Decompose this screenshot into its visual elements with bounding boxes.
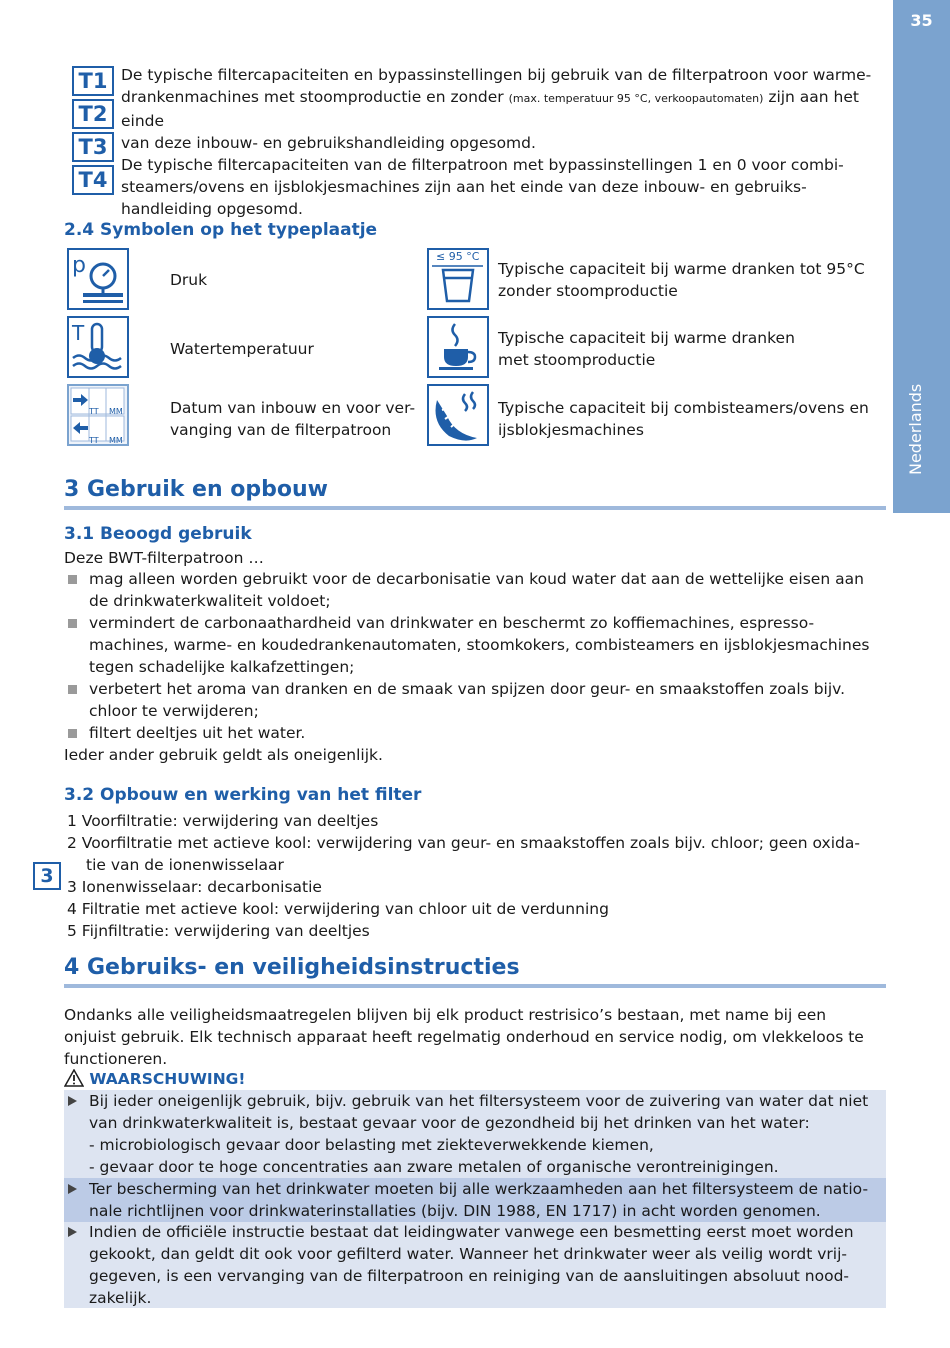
pressure-gauge-icon [67,248,129,310]
intro-line: handleiding opgesomd. [121,200,303,218]
section-heading-3: 3 Gebruik en opbouw [64,477,328,502]
section-heading-4: 4 Gebruiks- en veiligheidsinstructies [64,955,520,980]
section-heading-3-1: 3.1 Beoogd gebruik [64,524,252,544]
section-divider [64,506,886,510]
side-tab [893,0,950,513]
symbol-label-combisteamers: Typische capaciteit bij combisteamers/ovens en ijsblokjesmachines [498,399,869,439]
t1-box: T1 [72,66,114,96]
intro-line: drankenmachines met stoomproductie en zonder (max. temperatuur 95 °C, verkoopautomaten) zijn aan het einde [121,88,859,130]
filter-steps [67,810,887,942]
bullet-marker [68,729,77,738]
intro-line: De typische filtercapaciteiten van de filterpatroon met bypassinstellingen 1 en 0 voor combi- [121,156,844,174]
svg-text:T: T [72,321,85,345]
warning-text-2: Ter bescherming van het drinkwater moeten bij alle werkzaamheden aan het filtersysteem de natio- nale richtlijnen voor drinkwaterinstallaties (bijv. DIN 1988, EN 1717) in acht worden genomen. [89,1180,869,1220]
bullet-marker [68,619,77,628]
warning-heading [64,1068,245,1090]
bullet-text: de drinkwaterkwaliteit voldoet; [89,592,331,610]
intro-line: van deze inbouw- en gebruikshandleiding opgesomd. [121,134,536,152]
calendar-label-tt-2: TT [89,436,99,445]
page-number: 35 [910,11,933,30]
arrow-bullet-icon [68,1184,77,1194]
bullet-text: filtert deeltjes uit het water. [89,724,306,742]
s31-outro: Ieder ander gebruik geldt als oneigenlijk. [64,746,383,764]
bullet-text: machines, warme- en koudedrankenautomaten, stoomkokers, combisteamers en ijsblokjesmachines [89,636,870,654]
warning-triangle-icon [64,1069,84,1087]
svg-text:p: p [72,253,86,278]
intro-line: De typische filtercapaciteiten en bypassinstellingen bij gebruik van de filterpatroon voor warme- [121,66,872,84]
water-temperature-icon [67,316,129,378]
arrow-bullet-icon [68,1227,77,1237]
calendar-label-tt: TT [89,407,99,416]
intro-text [121,64,886,220]
warning-text-3: Indien de officiële instructie bestaat dat leidingwater vanwege een besmetting eerst moet worden gekookt, dan geldt dit ook voor gefilterd water. Wanneer het drinkwater weer als veilig wordt vrij- gegeven, is een vervanging van de filterpatroon en reiniging van de aansluitingen absoluut nood- zakelijk. [89,1223,854,1307]
section-divider [64,984,886,988]
bullet-text: mag alleen worden gebruikt voor de decarbonisatie van koud water dat aan de wettelijke eisen aan [89,570,864,588]
intro-line: steamers/ovens en ijsblokjesmachines zijn aan het einde van deze inbouw- en gebruiks- [121,178,807,196]
symbol-label-warme-dranken-95: Typische capaciteit bij warme dranken tot 95°C zonder stoomproductie [498,260,865,300]
croissant-icon [427,384,489,446]
temperature-badge: ≤ 95 °C [436,250,480,263]
symbol-label-druk: Druk [170,271,208,289]
s4-paragraph: Ondanks alle veiligheidsmaatregelen blijven bij elk product restrisico’s bestaan, met name bij een onjuist gebruik. Elk technisch apparaat heeft regelmatig onderhoud en service nodig, om vlekkeloos te functioneren. [64,1006,864,1068]
cup-95-icon [427,248,489,310]
calendar-label-mm: MM [109,407,123,416]
filter-step: 2 Voorfiltratie met actieve kool: verwijdering van geur- en smaakstoffen zoals bijv. chloor; geen oxida- [67,834,860,852]
bullet-text: chloor te verwijderen; [89,702,259,720]
bullet-text: tegen schadelijke kalkafzettingen; [89,658,355,676]
filter-step: tie van de ionenwisselaar [86,856,284,874]
bullet-marker [68,685,77,694]
symbol-label-watertemperatuur: Watertemperatuur [170,340,314,358]
language-tab-label: Nederlands [906,383,925,475]
symbol-label-stoomproductie: Typische capaciteit bij warme dranken met stoomproductie [498,329,795,369]
symbol-label-datum: Datum van inbouw en voor ver- vanging van de filterpatroon [170,399,416,439]
arrow-bullet-icon [68,1096,77,1106]
t4-box: T4 [72,165,114,195]
filter-step: 4 Filtratie met actieve kool: verwijdering van chloor uit de verdunning [67,900,609,918]
calendar-label-mm-2: MM [109,436,123,445]
figure-reference-box: 3 [33,862,61,890]
t3-box: T3 [72,132,114,162]
warning-text-1: Bij ieder oneigenlijk gebruik, bijv. gebruik van het filtersysteem voor de zuivering van water dat niet van drinkwaterkwaliteit is, bestaat gevaar voor de gezondheid bij het drinken van het water: - microbiologisch gevaar door belasting met ziekteverwekkende kiemen, - gevaar door te hoge concentraties aan zware metalen of organische verontreinigingen. [89,1092,869,1176]
filter-step: 1 Voorfiltratie: verwijdering van deeltjes [67,812,379,830]
bullet-marker [68,575,77,584]
steaming-cup-icon [427,316,489,378]
section-heading-2-4: 2.4 Symbolen op het typeplaatje [64,220,378,240]
warning-label: WAARSCHUWING! [89,1070,246,1088]
filter-step: 3 Ionenwisselaar: decarbonisatie [67,878,322,896]
bullet-text: verbetert het aroma van dranken en de smaak van spijzen door geur- en smaakstoffen zoals bijv. [89,680,846,698]
t2-box: T2 [72,99,114,129]
bullet-text: vermindert de carbonaathardheid van drinkwater en beschermt zo koffiemachines, espresso- [89,614,815,632]
s31-intro: Deze BWT-filterpatroon … [64,549,264,567]
section-heading-3-2: 3.2 Opbouw en werking van het filter [64,785,422,805]
filter-step: 5 Fijnfiltratie: verwijdering van deeltjes [67,922,370,940]
date-calendar-icon [67,384,129,446]
